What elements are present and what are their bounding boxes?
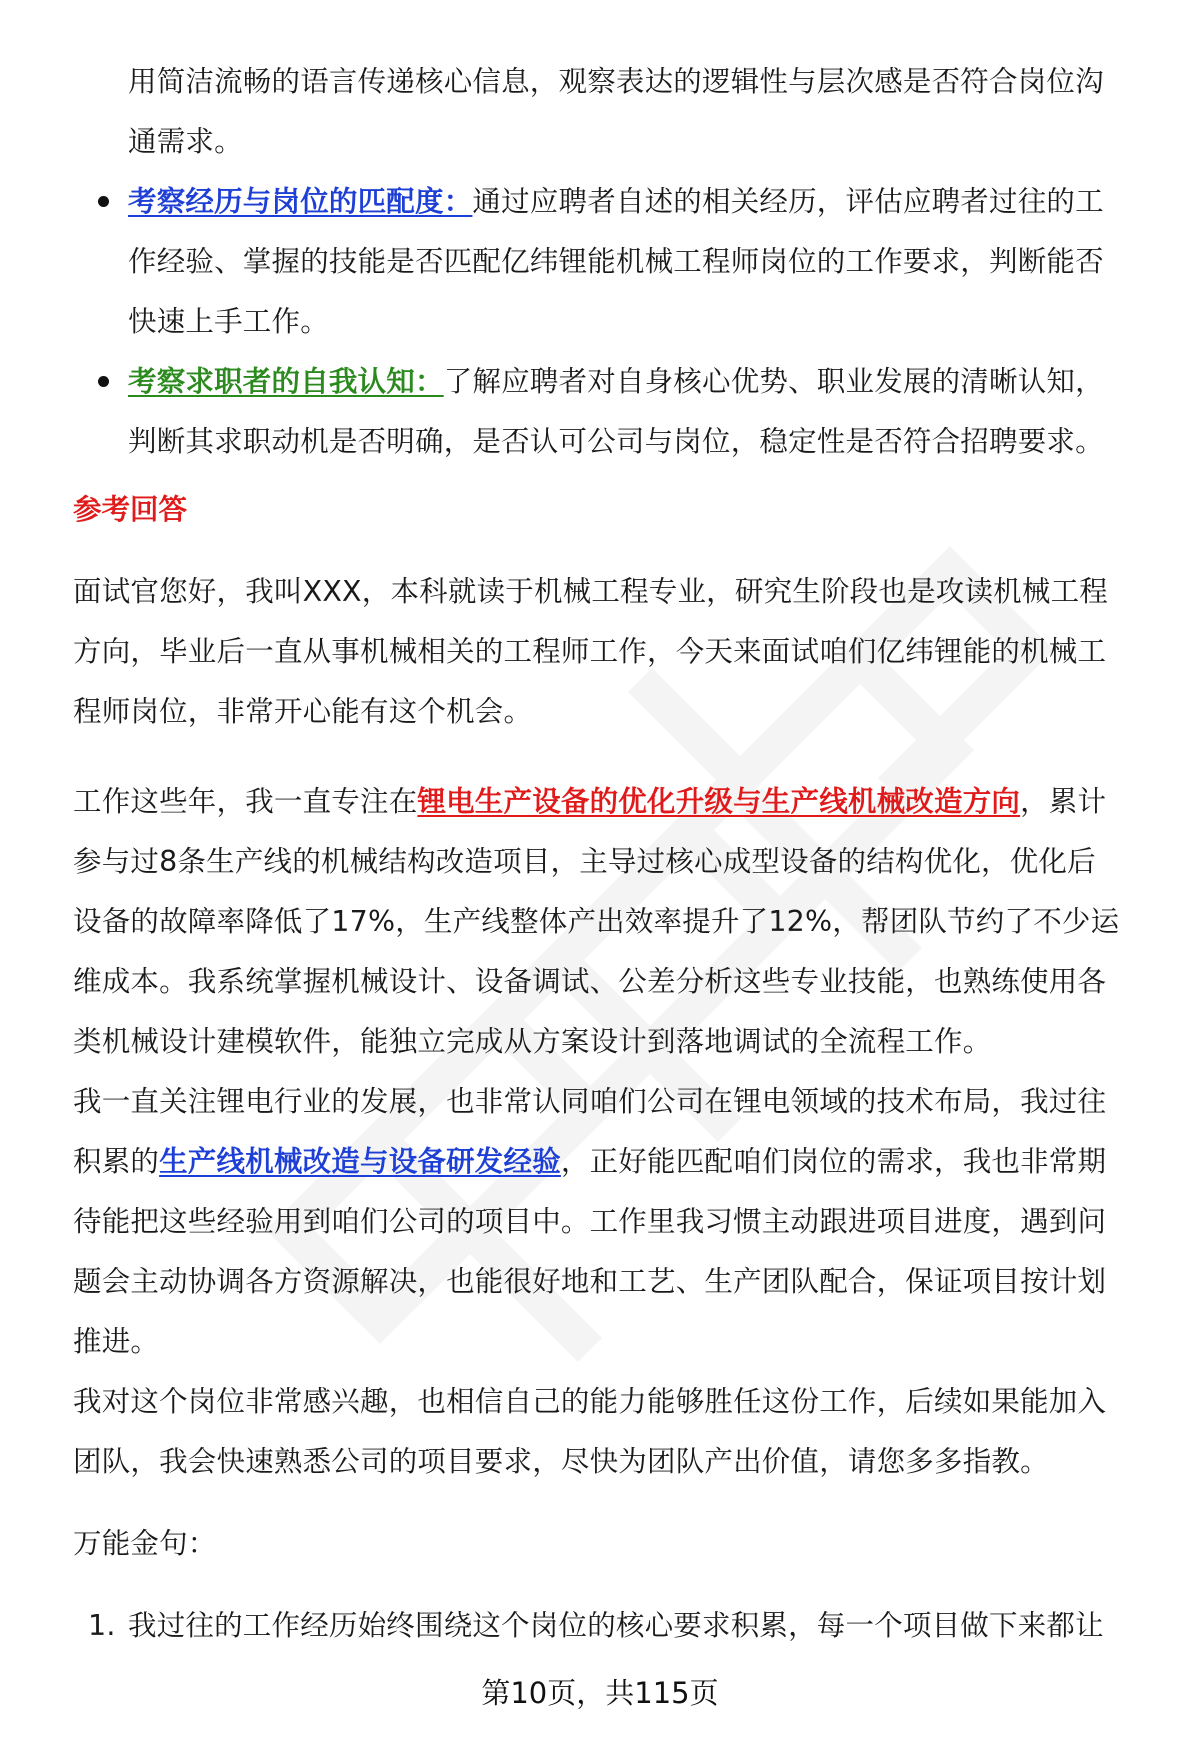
- paragraph-line: 方向，毕业后一直从事机械相关的工程师工作，今天来面试咱们亿纬锂能的机械工: [73, 635, 1107, 668]
- paragraph-line: 我对这个岗位非常感兴趣，也相信自己的能力能够胜任这份工作，后续如果能加入: [73, 1385, 1107, 1418]
- answer-paragraph-closing: [73, 1372, 1148, 1492]
- bullet-item-experience-match: [73, 172, 1148, 352]
- numbered-item-text: 我过往的工作经历始终围绕这个岗位的核心要求积累，每一个项目做下来都让: [128, 1609, 1104, 1642]
- numbered-item: [73, 1596, 1148, 1656]
- list-number: 1.: [88, 1609, 116, 1642]
- highlight-phrase: 锂电生产设备的优化升级与生产线机械改造方向: [417, 785, 1021, 818]
- bullet-text: 了解应聘者对自身核心优势、职业发展的清晰认知，: [443, 365, 1104, 398]
- bullet-dot-icon: [98, 196, 109, 207]
- paragraph-line: 设备的故障率降低了17%，生产线整体产出效率提升了12%，帮团队节约了不少运: [73, 905, 1120, 938]
- bullet-dot-icon: [98, 376, 109, 387]
- golden-sentences-title: 万能金句：: [73, 1527, 217, 1560]
- paragraph-line: 题会主动协调各方资源解决，也能很好地和工艺、生产团队配合，保证项目按计划: [73, 1265, 1107, 1298]
- paragraph-line: 程师岗位，非常开心能有这个机会。: [73, 695, 533, 728]
- bullet-label: 考察经历与岗位的匹配度：: [128, 185, 473, 218]
- answer-paragraph-intro: [73, 562, 1148, 742]
- paragraph-line: 维成本。我系统掌握机械设计、设备调试、公差分析这些专业技能，也熟练使用各: [73, 965, 1107, 998]
- intro-line: 用简洁流畅的语言传递核心信息，观察表达的逻辑性与层次感是否符合岗位沟: [128, 65, 1104, 98]
- paragraph-line: 团队，我会快速熟悉公司的项目要求，尽快为团队产出价值，请您多多指教。: [73, 1445, 1049, 1478]
- document-content: [73, 52, 1148, 1656]
- paragraph-text: ，累计: [1020, 785, 1107, 818]
- page-footer: 第10页，共115页: [481, 1676, 719, 1710]
- paragraph-line: 面试官您好，我叫XXX，本科就读于机械工程专业，研究生阶段也是攻读机械工程: [73, 575, 1108, 608]
- bullet-label: 考察求职者的自我认知：: [128, 365, 444, 398]
- paragraph-text: ，正好能匹配咱们岗位的需求，我也非常期: [560, 1145, 1107, 1178]
- paragraph-line: 参与过8条生产线的机械结构改造项目，主导过核心成型设备的结构优化，优化后: [73, 845, 1096, 878]
- paragraph-line: 我一直关注锂电行业的发展，也非常认同咱们公司在锂电领域的技术布局，我过往: [73, 1085, 1107, 1118]
- paragraph-text: 工作这些年，我一直专注在: [73, 785, 418, 818]
- bullet-text: 快速上手工作。: [128, 305, 329, 338]
- section-title-reference-answer: 参考回答: [73, 493, 188, 526]
- paragraph-line: 待能把这些经验用到咱们公司的项目中。工作里我习惯主动跟进项目进度，遇到问: [73, 1205, 1107, 1238]
- highlight-phrase: 生产线机械改造与设备研发经验: [159, 1145, 561, 1178]
- answer-paragraph-motivation: [73, 1072, 1148, 1372]
- answer-paragraph-experience: [73, 772, 1148, 1072]
- paragraph-line: 类机械设计建模软件，能独立完成从方案设计到落地调试的全流程工作。: [73, 1025, 992, 1058]
- intro-line: 通需求。: [128, 125, 243, 158]
- paragraph-text: 积累的: [73, 1145, 160, 1178]
- bullet-text: 作经验、掌握的技能是否匹配亿纬锂能机械工程师岗位的工作要求，判断能否: [128, 245, 1104, 278]
- bullet-text: 判断其求职动机是否明确，是否认可公司与岗位，稳定性是否符合招聘要求。: [128, 425, 1104, 458]
- bullet-text: 通过应聘者自述的相关经历，评估应聘者过往的工: [472, 185, 1104, 218]
- bullet-item-self-awareness: [73, 352, 1148, 472]
- paragraph-line: 推进。: [73, 1325, 160, 1358]
